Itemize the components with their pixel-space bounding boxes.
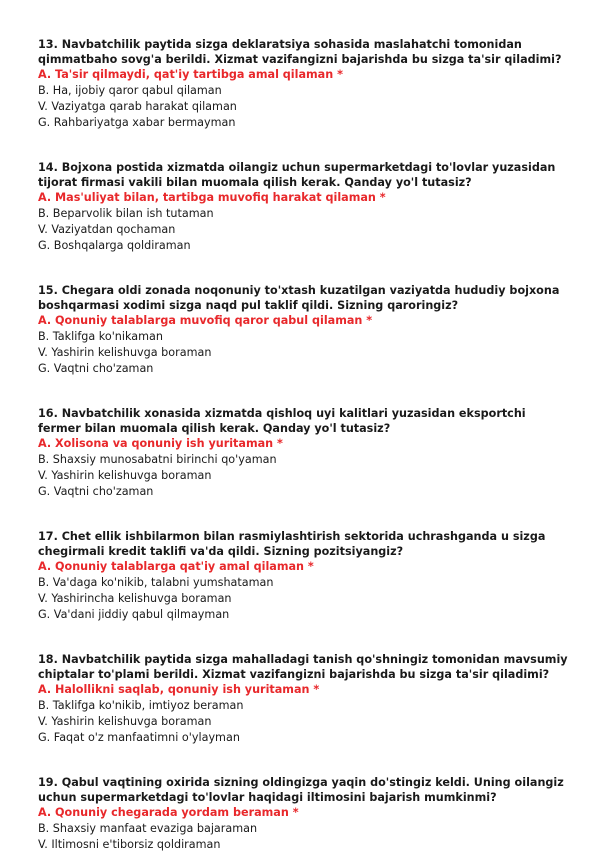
answer-option-correct: A. Mas'uliyat bilan, tartibga muvofiq harakat qilaman *	[38, 191, 386, 204]
answer-option: V. Yashirin kelishuvga boraman	[38, 346, 212, 359]
question-19	[38, 775, 570, 853]
answer-option: B. Shaxsiy manfaat evaziga bajaraman	[38, 822, 258, 835]
answer-option: V. Yashirin kelishuvga boraman	[38, 715, 212, 728]
answer-option: G. Vaqtni cho'zaman	[38, 485, 154, 498]
question-16	[38, 406, 570, 500]
answer-option-correct: A. Qonuniy talablarga qat'iy amal qilaman *	[38, 560, 314, 573]
answer-option: B. Va'daga ko'nikib, talabni yumshataman	[38, 576, 274, 589]
question-14	[38, 160, 570, 254]
answer-option: V. Vaziyatdan qochaman	[38, 223, 176, 236]
answer-option-correct: A. Qonuniy talablarga muvofiq qaror qabul qilaman *	[38, 314, 373, 327]
answer-option: B. Taklifga ko'nikib, imtiyoz beraman	[38, 699, 244, 712]
question-text: 19. Qabul vaqtining oxirida sizning oldingizga yaqin do'stingiz keldi. Uning oilangiz uchun supermarketdagi to'lovlar haqidagi iltimosini bajarish mumkinmi?	[38, 776, 564, 804]
question-text: 15. Chegara oldi zonada noqonuniy to'xtash kuzatilgan vaziyatda hududiy bojxona boshqarmasi xodimi sizga naqd pul taklif qildi. Sizning qaroringiz?	[38, 284, 560, 312]
answer-option: B. Taklifga ko'nikaman	[38, 330, 163, 343]
answer-option: V. Iltimosni e'tiborsiz qoldiraman	[38, 838, 221, 851]
answer-option-correct: A. Qonuniy chegarada yordam beraman *	[38, 806, 299, 819]
question-15	[38, 283, 570, 377]
answer-option: B. Ha, ijobiy qaror qabul qilaman	[38, 84, 222, 97]
question-text: 13. Navbatchilik paytida sizga deklaratsiya sohasida maslahatchi tomonidan qimmatbaho sovg'a berildi. Xizmat vazifangizni bajarishda bu sizga ta'sir qiladimi?	[38, 38, 562, 66]
answer-option: G. Vaqtni cho'zaman	[38, 362, 154, 375]
question-13	[38, 37, 570, 131]
answer-option: V. Vaziyatga qarab harakat qilaman	[38, 100, 237, 113]
answer-option: V. Yashirin kelishuvga boraman	[38, 469, 212, 482]
question-text: 17. Chet ellik ishbilarmon bilan rasmiylashtirish sektorida uchrashganda u sizga chegirmali kredit taklifi va'da qildi. Sizning pozitsiyangiz?	[38, 530, 546, 558]
question-text: 16. Navbatchilik xonasida xizmatda qishloq uyi kalitlari yuzasidan eksportchi fermer bilan muomala qilish kerak. Qanday yo'l tutasiz?	[38, 407, 526, 435]
question-18	[38, 652, 570, 746]
answer-option: V. Yashirincha kelishuvga boraman	[38, 592, 232, 605]
answer-option: G. Va'dani jiddiy qabul qilmayman	[38, 608, 230, 621]
answer-option-correct: A. Ta'sir qilmaydi, qat'iy tartibga amal qilaman *	[38, 68, 343, 81]
answer-option: G. Faqat o'z manfaatimni o'ylayman	[38, 731, 240, 744]
answer-option: G. Rahbariyatga xabar bermayman	[38, 116, 236, 129]
question-17	[38, 529, 570, 623]
question-text: 14. Bojxona postida xizmatda oilangiz uchun supermarketdagi to'lovlar yuzasidan tijorat firmasi vakili bilan muomala qilish kerak. Qanday yo'l tutasiz?	[38, 161, 556, 189]
answer-option-correct: A. Halollikni saqlab, qonuniy ish yuritaman *	[38, 683, 320, 696]
question-text: 18. Navbatchilik paytida sizga mahalladagi tanish qo'shningiz tomonidan mavsumiy chiptalar to'plami berildi. Xizmat vazifangizni bajarishda bu sizga ta'sir qiladimi?	[38, 653, 568, 681]
answer-option: G. Boshqalarga qoldiraman	[38, 239, 191, 252]
answer-option: B. Beparvolik bilan ish tutaman	[38, 207, 214, 220]
answer-option-correct: A. Xolisona va qonuniy ish yuritaman *	[38, 437, 283, 450]
answer-option: B. Shaxsiy munosabatni birinchi qo'yaman	[38, 453, 277, 466]
